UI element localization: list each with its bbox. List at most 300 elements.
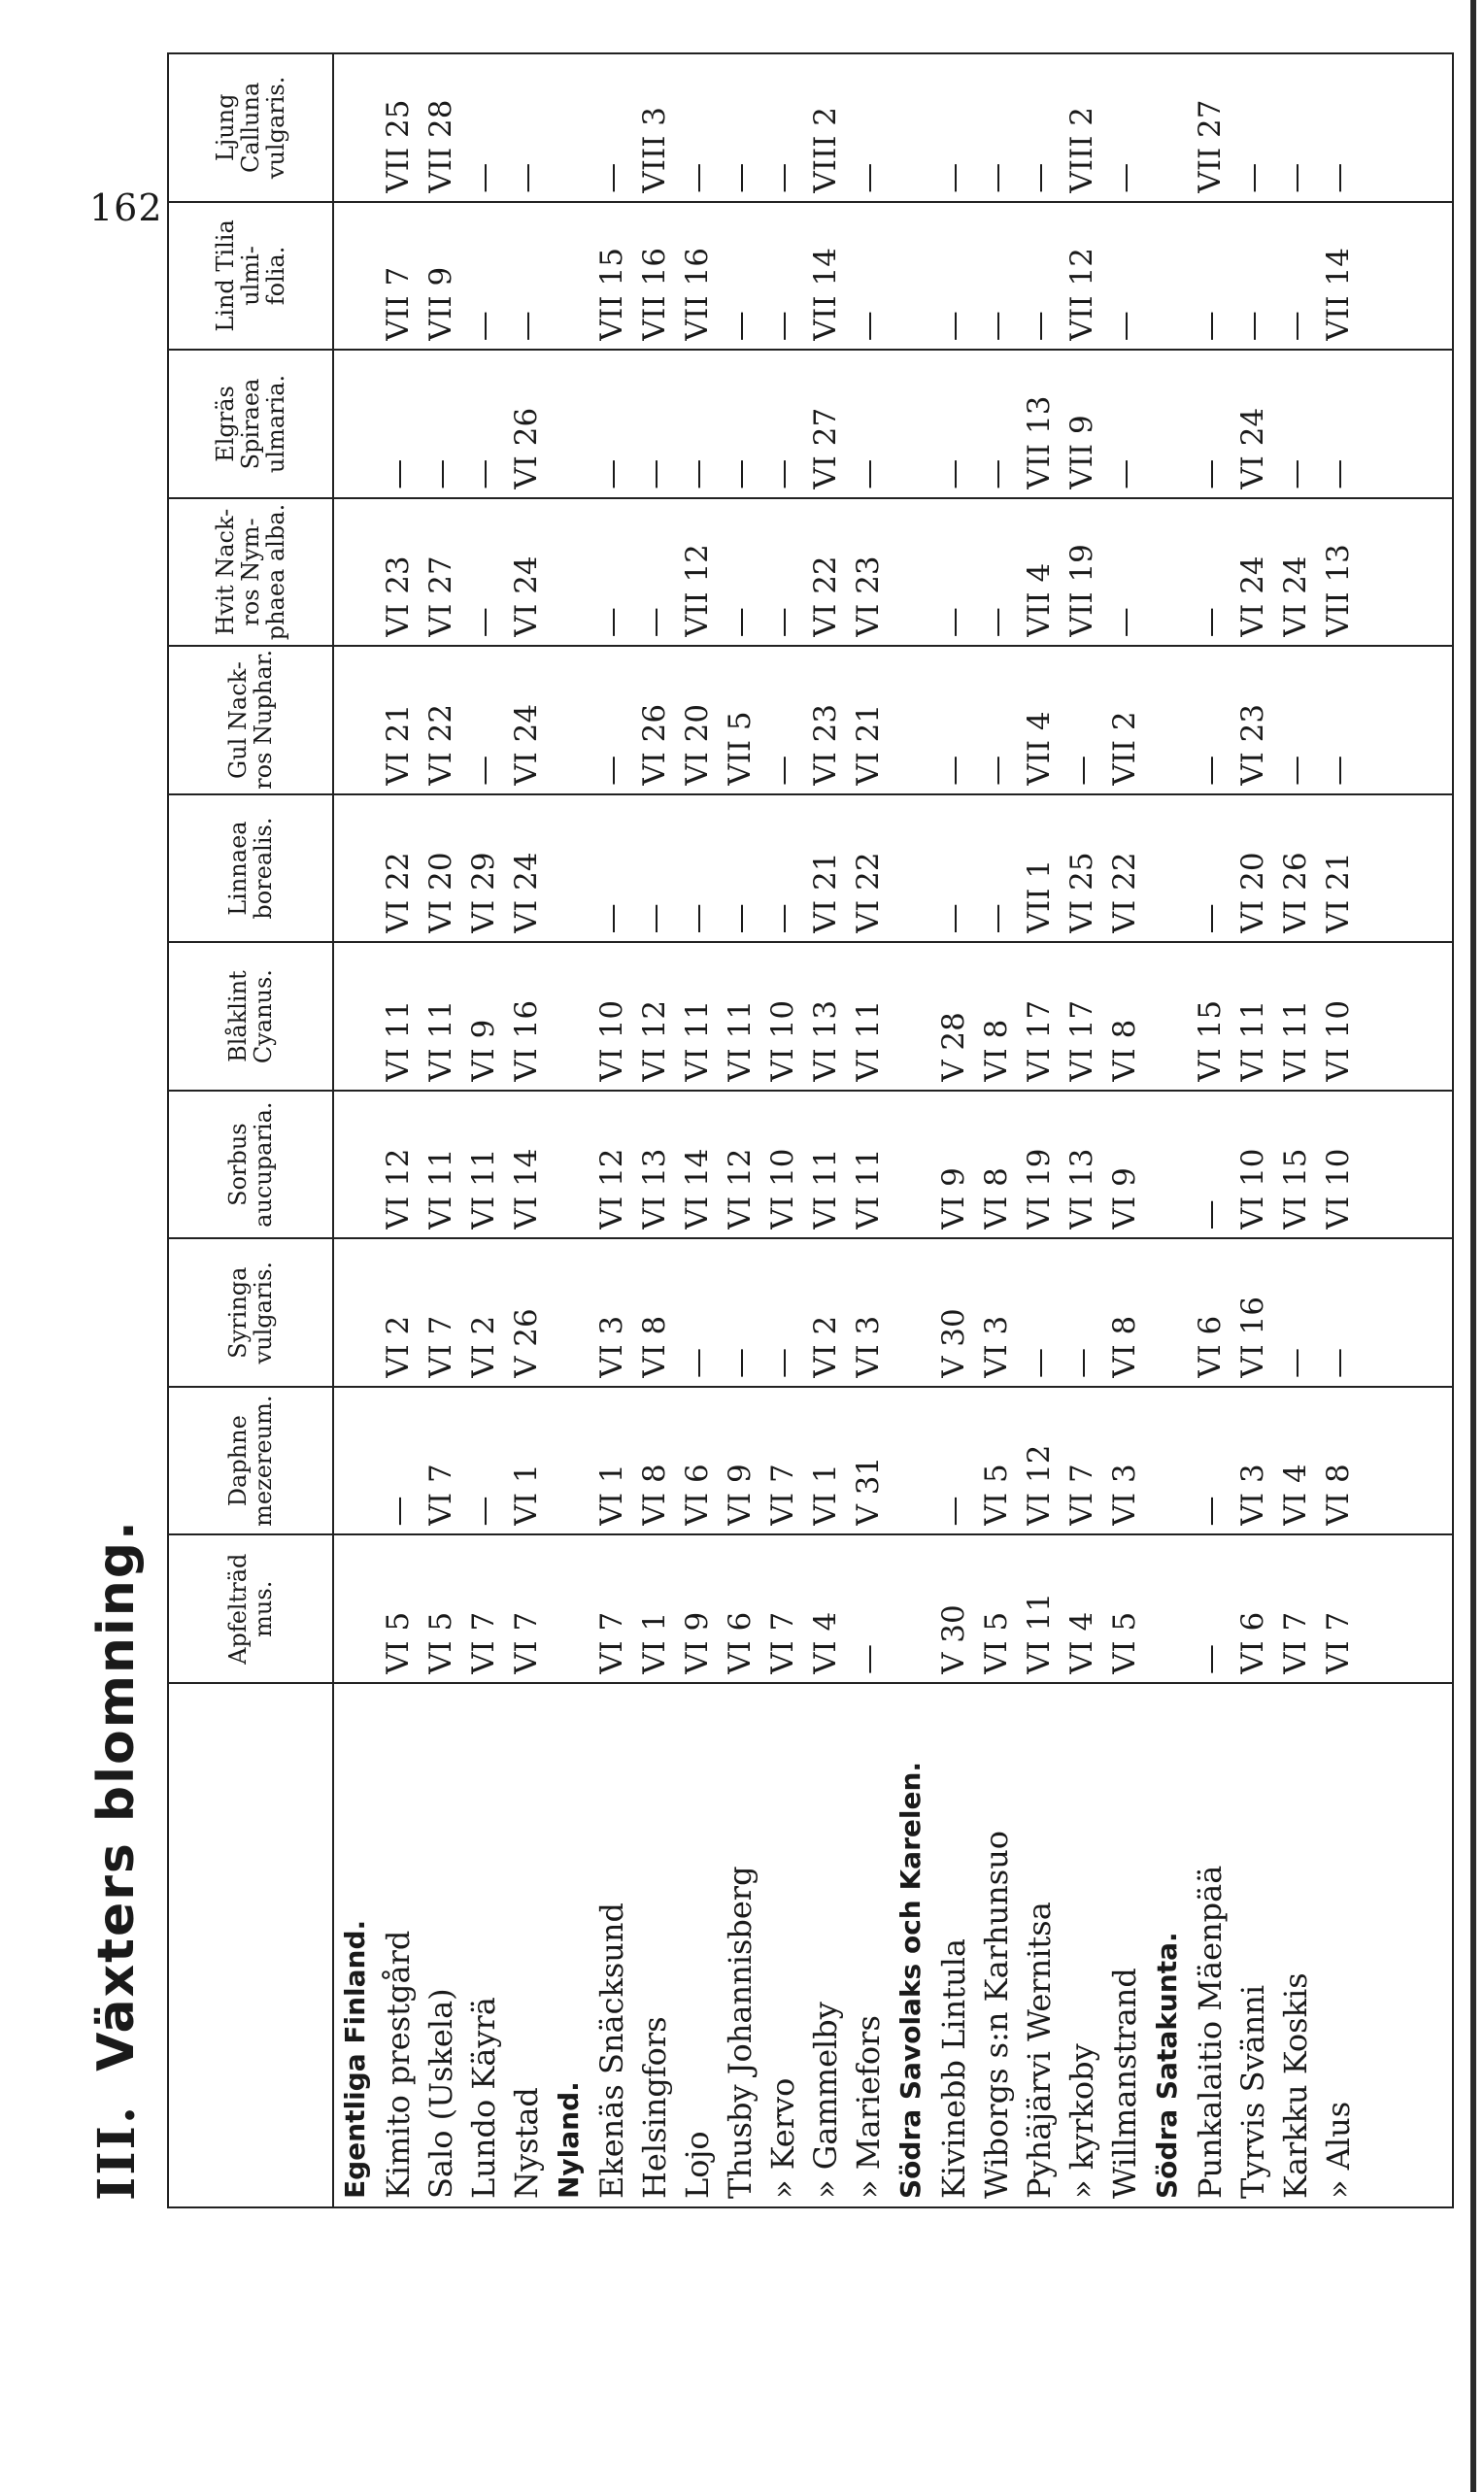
- date-value: VI 11: [466, 1148, 501, 1230]
- date-value: VI 24: [1278, 556, 1313, 638]
- date-value: VII 14: [808, 248, 843, 342]
- place-name: Nystad: [508, 2087, 545, 2199]
- date-value: —: [1193, 903, 1228, 934]
- date-value: —: [979, 903, 1014, 934]
- date-value: VI 3: [851, 1315, 886, 1378]
- column-header-line: Ljung: [212, 93, 239, 162]
- date-value: VI 21: [381, 703, 416, 786]
- date-value: [1146, 1099, 1189, 1230]
- date-value: —: [936, 458, 971, 489]
- date-value: VII 2: [1107, 711, 1142, 786]
- column-header-line: borealis.: [250, 817, 277, 920]
- date-value: VII 4: [1022, 562, 1057, 638]
- date-value: —: [765, 311, 800, 342]
- place-name: Tyrvis Svänni: [1234, 1984, 1271, 2199]
- date-value: VII 28: [423, 99, 458, 193]
- date-value: VI 3: [594, 1315, 629, 1378]
- date-value: VI 23: [381, 556, 416, 638]
- place-name: Punkalaitio Mäenpää: [1192, 1865, 1229, 2199]
- date-value: —: [1107, 162, 1142, 193]
- date-value: VI 25: [1064, 852, 1099, 934]
- date-value: VI 27: [423, 556, 458, 638]
- date-value: VI 24: [509, 852, 544, 934]
- value-column: [333, 646, 1453, 794]
- date-value: VI 13: [637, 1148, 672, 1230]
- date-value: VII 4: [1022, 711, 1057, 786]
- date-value: VI 23: [808, 703, 843, 786]
- date-value: VI 12: [1022, 1444, 1057, 1527]
- date-value: —: [594, 903, 629, 934]
- date-value: —: [680, 1347, 715, 1378]
- date-value: —: [1321, 162, 1356, 193]
- date-value: VI 10: [765, 999, 800, 1082]
- date-value: VI 29: [466, 852, 501, 934]
- date-value: VI 7: [466, 1611, 501, 1674]
- date-value: VI 12: [594, 1148, 629, 1230]
- value-column: [333, 53, 1453, 202]
- date-value: —: [851, 311, 886, 342]
- place-name: » Kervo: [764, 2077, 801, 2199]
- column-header-line: Blåklint: [224, 970, 252, 1062]
- date-value: VI 19: [1022, 1148, 1057, 1230]
- date-value: —: [637, 458, 672, 489]
- date-value: VI 1: [637, 1611, 672, 1674]
- column-header-line: mus.: [250, 1580, 277, 1637]
- date-value: VII 12: [680, 544, 715, 638]
- column-header-line: phaea alba.: [262, 503, 289, 641]
- date-value: VI 11: [680, 999, 715, 1082]
- date-value: V 26: [509, 1308, 544, 1378]
- date-value: VI 17: [1022, 999, 1057, 1082]
- date-value: —: [936, 1496, 971, 1527]
- value-column: [333, 942, 1453, 1091]
- date-value: VI 8: [979, 1019, 1014, 1082]
- date-value: VI 6: [1193, 1315, 1228, 1378]
- date-value: —: [1193, 1644, 1228, 1674]
- date-value: [1146, 803, 1189, 934]
- date-value: VI 7: [1064, 1464, 1099, 1527]
- section-roman: III.: [86, 2104, 147, 2201]
- date-value: VI 7: [509, 1611, 544, 1674]
- date-value: VI 1: [808, 1464, 843, 1527]
- date-value: —: [381, 1496, 416, 1527]
- date-value: [890, 1543, 932, 1674]
- date-value: [1146, 655, 1189, 786]
- column-header: [168, 350, 333, 498]
- date-value: —: [979, 311, 1014, 342]
- date-value: —: [509, 311, 544, 342]
- date-value: [548, 62, 590, 193]
- date-value: [548, 1396, 590, 1527]
- date-value: VI 8: [1107, 1019, 1142, 1082]
- date-value: VI 26: [637, 703, 672, 786]
- date-value: —: [979, 458, 1014, 489]
- date-value: [890, 1396, 932, 1527]
- date-value: [890, 62, 932, 193]
- date-value: VI 22: [381, 852, 416, 934]
- date-value: VI 20: [1235, 852, 1270, 934]
- date-value: VI 9: [1107, 1167, 1142, 1230]
- date-value: —: [509, 162, 544, 193]
- column-header-line: ulmi-: [237, 246, 264, 306]
- date-value: —: [1107, 458, 1142, 489]
- date-value: —: [381, 458, 416, 489]
- date-value: VII 1: [1022, 859, 1057, 934]
- date-value: [1146, 507, 1189, 638]
- column-header-line: Apfelträd: [224, 1553, 252, 1665]
- date-value: VI 10: [594, 999, 629, 1082]
- date-value: VI 12: [637, 999, 672, 1082]
- column-header-line: aucuparia.: [250, 1101, 277, 1228]
- date-value: VI 5: [1107, 1611, 1142, 1674]
- date-value: —: [936, 607, 971, 638]
- date-value: VI 5: [423, 1611, 458, 1674]
- column-header-line: Sorbus: [224, 1123, 252, 1206]
- column-header-line: Hvit Nack-: [212, 508, 239, 636]
- date-value: —: [1022, 1347, 1057, 1378]
- date-value: [890, 803, 932, 934]
- date-value: [1146, 1247, 1189, 1378]
- date-value: —: [466, 1496, 501, 1527]
- date-value: VI 11: [423, 999, 458, 1082]
- date-value: V 30: [936, 1604, 971, 1674]
- date-value: —: [594, 458, 629, 489]
- date-value: VIII 2: [808, 106, 843, 193]
- place-name: Lundo Käyrä: [465, 1997, 502, 2199]
- column-header-line: folia.: [262, 246, 289, 306]
- date-value: V 28: [936, 1012, 971, 1082]
- date-value: VI 4: [808, 1611, 843, 1674]
- value-column: [333, 794, 1453, 943]
- date-value: VI 21: [1321, 852, 1356, 934]
- date-value: VI 9: [723, 1464, 758, 1527]
- date-value: VI 13: [1064, 1148, 1099, 1230]
- date-value: —: [466, 458, 501, 489]
- date-value: [1146, 951, 1189, 1082]
- date-value: [890, 1099, 932, 1230]
- date-value: —: [1064, 755, 1099, 786]
- date-value: —: [680, 458, 715, 489]
- date-value: —: [723, 1347, 758, 1378]
- date-value: VI 11: [1235, 999, 1270, 1082]
- column-header-line: Daphne: [224, 1415, 252, 1507]
- place-name: Karkku Koskis: [1277, 1972, 1314, 2199]
- date-value: VI 24: [1235, 556, 1270, 638]
- date-value: —: [1278, 755, 1313, 786]
- column-header: [168, 794, 333, 943]
- place-name: Ekenäs Snäcksund: [593, 1902, 630, 2199]
- date-value: [334, 507, 377, 638]
- date-value: VI 11: [423, 1148, 458, 1230]
- date-value: VI 9: [680, 1611, 715, 1674]
- date-value: —: [466, 162, 501, 193]
- value-column: [333, 1534, 1453, 1683]
- date-value: VII 27: [1193, 99, 1228, 193]
- flowering-table: [167, 52, 1454, 2208]
- date-value: —: [680, 162, 715, 193]
- column-header-line: mezereum.: [250, 1395, 277, 1527]
- date-value: VI 1: [594, 1464, 629, 1527]
- date-value: VI 22: [851, 852, 886, 934]
- date-value: VI 7: [765, 1464, 800, 1527]
- date-value: VI 23: [1235, 703, 1270, 786]
- date-value: V 31: [851, 1456, 886, 1527]
- date-value: [890, 655, 932, 786]
- date-value: [548, 358, 590, 489]
- date-value: [548, 1543, 590, 1674]
- date-value: [548, 1099, 590, 1230]
- date-value: VI 7: [1278, 1611, 1313, 1674]
- date-value: —: [936, 162, 971, 193]
- place-names-column: [333, 1683, 1453, 2207]
- date-value: —: [1193, 1199, 1228, 1230]
- date-value: [334, 1396, 377, 1527]
- date-value: —: [1064, 1347, 1099, 1378]
- date-value: [334, 62, 377, 193]
- column-header-line: Linnaea: [224, 821, 252, 916]
- date-value: —: [851, 162, 886, 193]
- date-value: [890, 507, 932, 638]
- date-value: VI 20: [680, 703, 715, 786]
- date-value: VI 6: [723, 1611, 758, 1674]
- column-header: [168, 1534, 333, 1683]
- date-value: VI 7: [765, 1611, 800, 1674]
- date-value: VI 12: [381, 1148, 416, 1230]
- date-value: —: [765, 1347, 800, 1378]
- date-value: VI 3: [979, 1315, 1014, 1378]
- date-value: VII 25: [381, 99, 416, 193]
- column-header-line: Calluna: [237, 82, 264, 173]
- date-value: —: [466, 755, 501, 786]
- column-header-line: ros Nym-: [237, 518, 264, 626]
- date-value: —: [723, 311, 758, 342]
- date-value: VI 26: [1278, 852, 1313, 934]
- date-value: —: [765, 607, 800, 638]
- date-value: [548, 211, 590, 342]
- date-value: VI 10: [1321, 1148, 1356, 1230]
- data-row: [333, 53, 1453, 2207]
- date-value: [890, 211, 932, 342]
- date-value: VI 3: [1235, 1464, 1270, 1527]
- date-value: VII 5: [723, 711, 758, 786]
- date-value: —: [423, 458, 458, 489]
- date-value: —: [1193, 311, 1228, 342]
- date-value: [1146, 62, 1189, 193]
- date-value: —: [1193, 458, 1228, 489]
- date-value: VI 20: [423, 852, 458, 934]
- date-value: VII 7: [381, 266, 416, 342]
- date-value: —: [637, 903, 672, 934]
- date-value: VI 10: [765, 1148, 800, 1230]
- date-value: VII 16: [637, 248, 672, 342]
- date-value: [548, 1247, 590, 1378]
- place-name: Wiborgs s:n Karhunsuo: [978, 1830, 1015, 2199]
- date-value: [548, 507, 590, 638]
- date-value: VI 27: [808, 407, 843, 489]
- column-header: [168, 1091, 333, 1239]
- date-value: [548, 655, 590, 786]
- date-value: VI 3: [1107, 1464, 1142, 1527]
- date-value: VI 24: [509, 703, 544, 786]
- date-value: —: [637, 607, 672, 638]
- region-heading: Södra Savolaks och Karelen.: [894, 1761, 927, 2199]
- column-header-line: vulgaris.: [250, 1261, 277, 1364]
- date-value: —: [1193, 607, 1228, 638]
- date-value: —: [1107, 311, 1142, 342]
- date-value: [334, 655, 377, 786]
- date-value: —: [1278, 162, 1313, 193]
- date-value: [1146, 211, 1189, 342]
- date-value: —: [765, 458, 800, 489]
- date-value: VII 15: [594, 248, 629, 342]
- date-value: VI 7: [594, 1611, 629, 1674]
- date-value: —: [851, 458, 886, 489]
- place-name: Salo (Uskela): [422, 1988, 459, 2199]
- date-value: VII 9: [423, 266, 458, 342]
- column-header: [168, 646, 333, 794]
- date-value: —: [765, 162, 800, 193]
- region-heading: Egentliga Finland.: [339, 1919, 371, 2199]
- date-value: VI 15: [1278, 1148, 1313, 1230]
- page-number: 162: [89, 186, 163, 229]
- date-value: VI 8: [979, 1167, 1014, 1230]
- column-header-line: ulmaria.: [262, 374, 289, 474]
- section-title: [58, 1519, 175, 2201]
- date-value: VI 8: [1107, 1315, 1142, 1378]
- date-value: [890, 358, 932, 489]
- date-value: —: [765, 755, 800, 786]
- date-value: VI 11: [1022, 1593, 1057, 1674]
- date-value: VI 15: [1193, 999, 1228, 1082]
- place-name: » Mariefors: [850, 2015, 887, 2199]
- date-value: —: [466, 607, 501, 638]
- date-value: VI 13: [808, 999, 843, 1082]
- date-value: —: [1022, 311, 1057, 342]
- value-column: [333, 202, 1453, 351]
- date-value: VI 24: [509, 556, 544, 638]
- date-value: VIII 2: [1064, 106, 1099, 193]
- date-value: —: [466, 311, 501, 342]
- header-row: [168, 53, 333, 2207]
- date-value: —: [851, 1644, 886, 1674]
- date-value: VI 11: [808, 1148, 843, 1230]
- value-column: [333, 1238, 1453, 1387]
- date-value: VI 22: [1107, 852, 1142, 934]
- column-header: [168, 202, 333, 351]
- date-value: [334, 1543, 377, 1674]
- date-value: [334, 211, 377, 342]
- date-value: VI 10: [1235, 1148, 1270, 1230]
- date-value: VI 21: [851, 703, 886, 786]
- date-value: VI 7: [423, 1464, 458, 1527]
- place-header: [168, 1683, 333, 2207]
- date-value: VI 24: [1235, 407, 1270, 489]
- date-value: VI 11: [381, 999, 416, 1082]
- date-value: VI 5: [979, 1611, 1014, 1674]
- date-value: VI 4: [1278, 1464, 1313, 1527]
- column-header: [168, 1238, 333, 1387]
- date-value: VI 22: [808, 556, 843, 638]
- date-value: —: [979, 607, 1014, 638]
- date-value: —: [594, 607, 629, 638]
- date-value: VII 14: [1321, 248, 1356, 342]
- place-name: Helsingfors: [636, 2016, 673, 2199]
- section-title-text: Växters blomning.: [87, 1519, 146, 2071]
- date-value: VII 19: [1064, 544, 1099, 638]
- date-value: —: [1193, 755, 1228, 786]
- column-header: [168, 1387, 333, 1535]
- date-value: —: [1321, 458, 1356, 489]
- date-value: VI 6: [680, 1464, 715, 1527]
- date-value: VI 16: [509, 999, 544, 1082]
- date-value: —: [1193, 1496, 1228, 1527]
- date-value: —: [723, 458, 758, 489]
- date-value: —: [979, 162, 1014, 193]
- date-value: —: [1235, 162, 1270, 193]
- date-value: —: [1235, 311, 1270, 342]
- column-header-line: Lind Tilia: [212, 219, 239, 332]
- date-value: VI 2: [381, 1315, 416, 1378]
- column-header: [168, 53, 333, 202]
- date-value: [890, 1247, 932, 1378]
- column-header-line: Elgräs: [212, 386, 239, 462]
- date-value: V 30: [936, 1308, 971, 1378]
- value-column: [333, 350, 1453, 498]
- date-value: VI 26: [509, 407, 544, 489]
- value-column: [333, 1387, 1453, 1535]
- date-value: VII 12: [1064, 248, 1099, 342]
- place-name: Lojo: [679, 2131, 716, 2199]
- date-value: —: [936, 755, 971, 786]
- date-value: [1146, 1396, 1189, 1527]
- date-value: [334, 1099, 377, 1230]
- date-value: —: [723, 607, 758, 638]
- date-value: VI 11: [1278, 999, 1313, 1082]
- date-value: VI 17: [1064, 999, 1099, 1082]
- date-value: VII 13: [1321, 544, 1356, 638]
- place-name: Pyhäjärvi Wernitsa: [1021, 1902, 1058, 2199]
- date-value: [548, 951, 590, 1082]
- date-value: VI 10: [1321, 999, 1356, 1082]
- place-name: Kimito prestgård: [380, 1930, 417, 2199]
- column-header: [168, 498, 333, 647]
- date-value: VII 13: [1022, 395, 1057, 489]
- date-value: [548, 803, 590, 934]
- date-value: VIII 3: [637, 106, 672, 193]
- date-value: —: [723, 903, 758, 934]
- date-value: VI 5: [979, 1464, 1014, 1527]
- date-value: [334, 951, 377, 1082]
- date-value: —: [1278, 1347, 1313, 1378]
- date-value: VII 16: [680, 248, 715, 342]
- date-value: —: [765, 903, 800, 934]
- date-value: —: [979, 755, 1014, 786]
- date-value: VI 14: [509, 1148, 544, 1230]
- date-value: —: [594, 162, 629, 193]
- date-value: VII 9: [1064, 415, 1099, 489]
- date-value: —: [594, 755, 629, 786]
- value-column: [333, 1091, 1453, 1239]
- date-value: VI 8: [637, 1315, 672, 1378]
- date-value: [334, 803, 377, 934]
- date-value: VI 8: [637, 1464, 672, 1527]
- date-value: VI 8: [1321, 1464, 1356, 1527]
- date-value: —: [1107, 607, 1142, 638]
- date-value: VI 2: [808, 1315, 843, 1378]
- date-value: —: [936, 311, 971, 342]
- date-value: VI 11: [851, 1148, 886, 1230]
- date-value: VI 1: [509, 1464, 544, 1527]
